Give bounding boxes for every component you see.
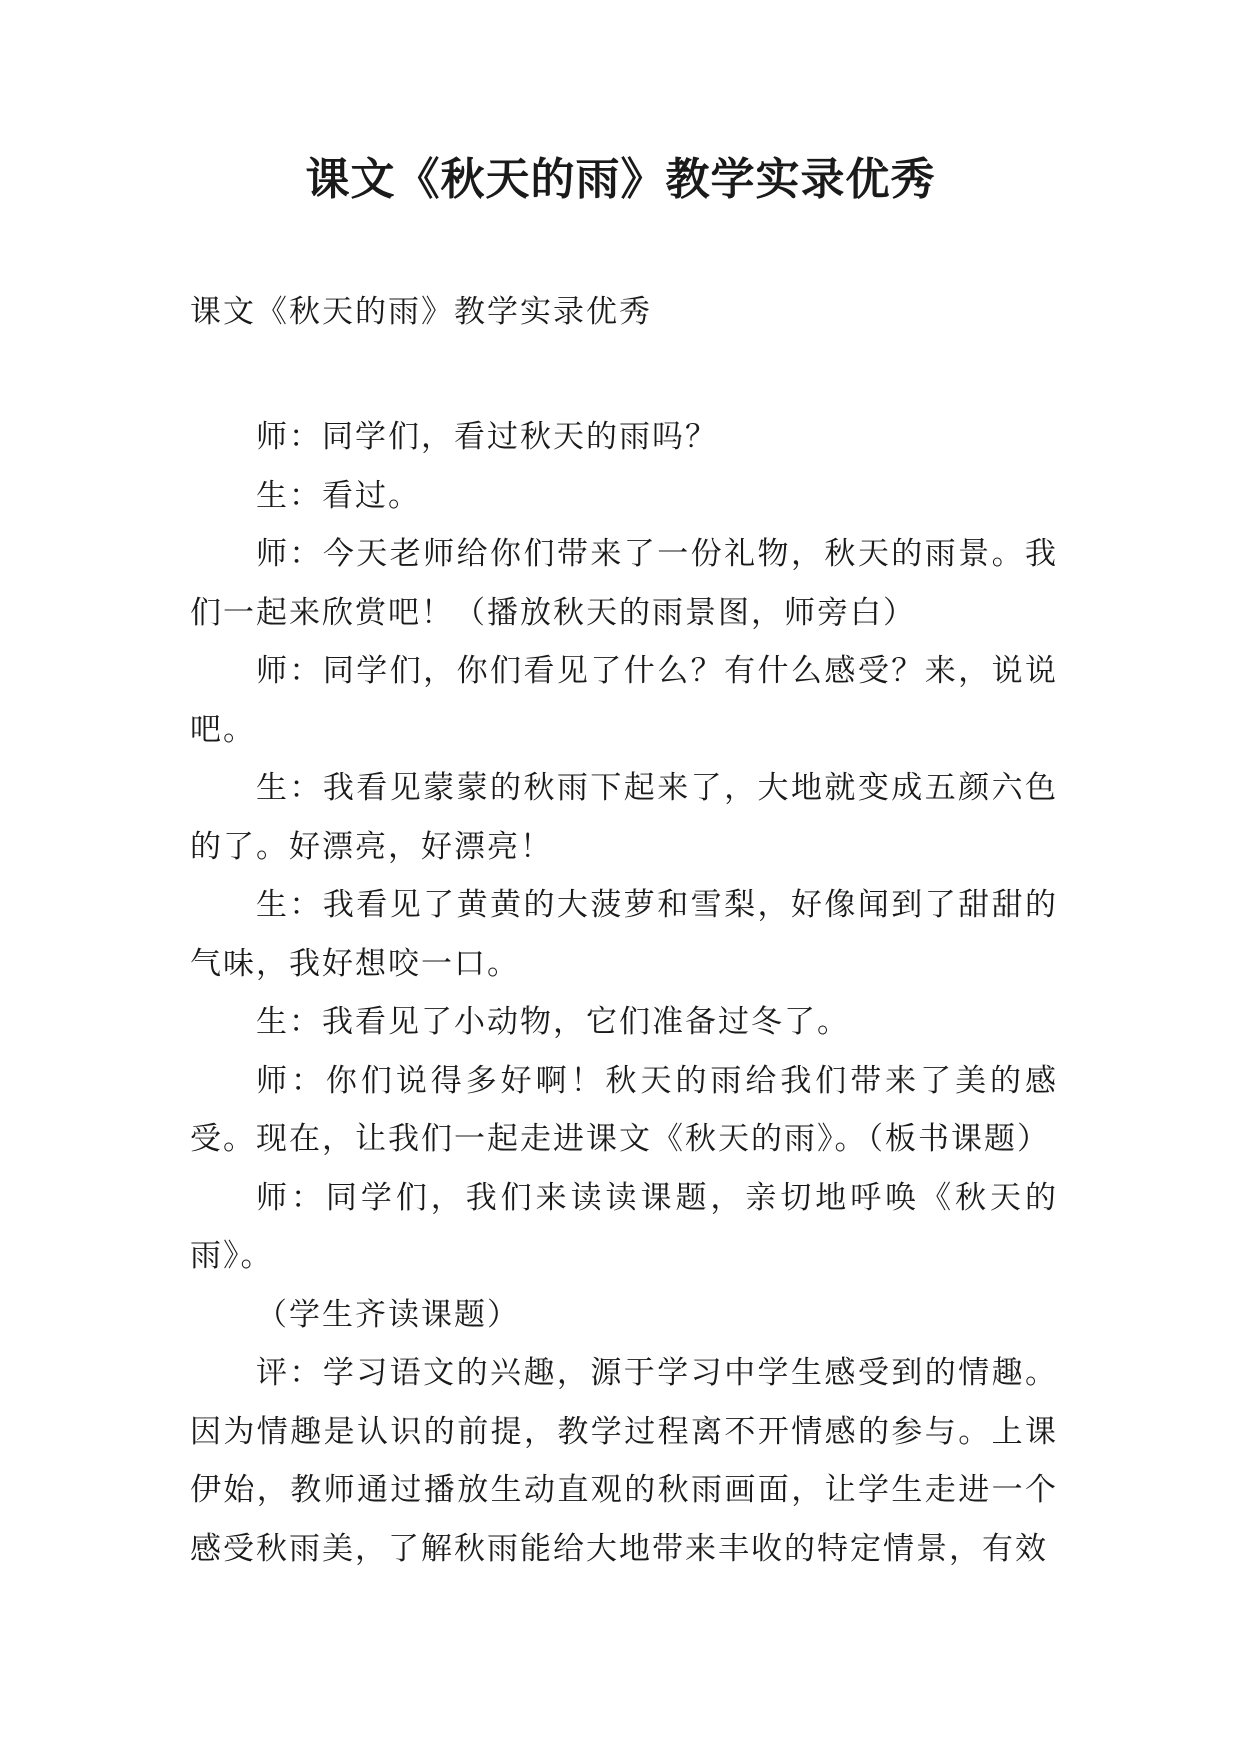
- paragraph: 师：同学们，我们来读读课题，亲切地呼唤《秋天的雨》。: [190, 1179, 1058, 1274]
- paragraph: 师：今天老师给你们带来了一份礼物，秋天的雨景。我们一起来欣赏吧！（播放秋天的雨景图，师旁白）: [190, 536, 1058, 631]
- paragraph: 生：我看见了小动物，它们准备过冬了。: [256, 1004, 850, 1040]
- paragraph: 生：我看见蒙蒙的秋雨下起来了，大地就变成五颜六色的了。好漂亮，好漂亮！: [190, 770, 1058, 865]
- paragraph: 生：我看见了黄黄的大菠萝和雪梨，好像闻到了甜甜的气味，我好想咬一口。: [190, 887, 1058, 982]
- document-body: [190, 408, 1058, 1578]
- document-title: 课文《秋天的雨》教学实录优秀: [305, 154, 936, 205]
- paragraph: 师：同学们，看过秋天的雨吗？: [256, 419, 718, 455]
- paragraph: 评：学习语文的兴趣，源于学习中学生感受到的情趣。因为情趣是认识的前提，教学过程离不开情感的参与。上课伊始，教师通过播放生动直观的秋雨画面，让学生走进一个感受秋雨美，了解秋雨能给大地带来丰收的特定情景，有效: [190, 1355, 1058, 1567]
- paragraph: 师：同学们，你们看见了什么？有什么感受？来，说说吧。: [190, 653, 1058, 748]
- paragraph: 生：看过。: [256, 477, 421, 514]
- paragraph: （学生齐读课题）: [256, 1296, 520, 1333]
- document-subtitle: 课文《秋天的雨》教学实录优秀: [190, 294, 652, 330]
- paragraph: 师：你们说得多好啊！秋天的雨给我们带来了美的感受。现在，让我们一起走进课文《秋天的雨》。（板书课题）: [190, 1062, 1058, 1157]
